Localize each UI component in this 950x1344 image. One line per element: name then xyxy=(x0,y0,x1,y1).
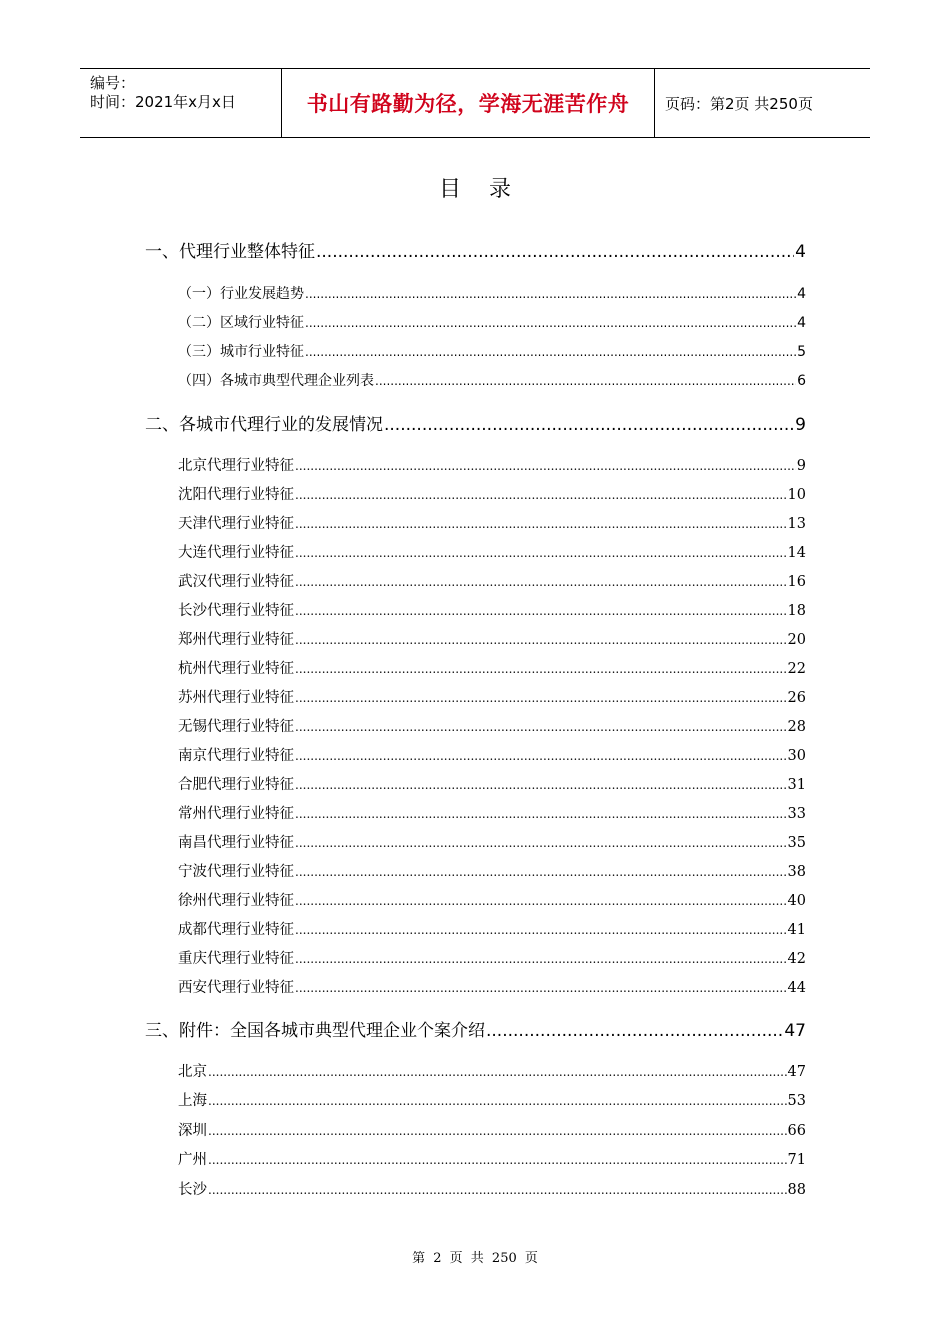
toc-leader xyxy=(384,415,794,435)
toc-label: 大连代理行业特征 xyxy=(178,545,294,561)
toc-page: 33 xyxy=(787,806,806,822)
toc-label: 宁波代理行业特征 xyxy=(178,864,294,880)
toc-entry[interactable] xyxy=(178,744,806,765)
toc-entry[interactable] xyxy=(178,918,806,939)
toc-page: 6 xyxy=(797,373,806,389)
toc-label: 北京 xyxy=(178,1064,207,1080)
toc-label: 杭州代理行业特征 xyxy=(178,661,294,677)
page-info: 页码：第2页 共250页 xyxy=(665,94,813,113)
toc-entry[interactable] xyxy=(178,483,806,504)
toc-entry[interactable] xyxy=(178,1060,806,1081)
toc-page: 47 xyxy=(787,1064,806,1080)
toc-label: 西安代理行业特征 xyxy=(178,980,294,996)
toc-leader xyxy=(295,458,796,474)
toc-entry[interactable] xyxy=(178,570,806,591)
toc-entry[interactable] xyxy=(178,773,806,794)
document-date: 时间：2021年x月x日 xyxy=(90,93,236,111)
toc-leader xyxy=(295,835,787,851)
toc-label: 上海 xyxy=(178,1093,207,1109)
toc-page: 18 xyxy=(787,603,806,619)
toc-page: 41 xyxy=(787,922,806,938)
toc-page: 35 xyxy=(787,835,806,851)
toc-leader xyxy=(486,1021,783,1041)
toc-leader xyxy=(375,373,796,389)
toc-page: 30 xyxy=(787,748,806,764)
toc-page: 4 xyxy=(797,286,806,302)
header-table xyxy=(80,68,870,138)
toc-leader xyxy=(305,286,796,302)
toc-leader xyxy=(295,777,787,793)
toc-leader xyxy=(208,1152,787,1168)
toc-label: 二、各城市代理行业的发展情况 xyxy=(145,415,383,435)
toc-label: 广州 xyxy=(178,1152,207,1168)
header-motto-cell xyxy=(282,69,655,137)
toc-page: 22 xyxy=(787,661,806,677)
toc-entry[interactable] xyxy=(178,802,806,823)
toc-page: 9 xyxy=(795,415,806,435)
toc-label: 北京代理行业特征 xyxy=(178,458,294,474)
toc-label: （三）城市行业特征 xyxy=(178,344,304,360)
toc-page: 47 xyxy=(784,1021,806,1041)
toc-page: 5 xyxy=(797,344,806,360)
toc-entry[interactable] xyxy=(178,283,806,303)
toc-label: 武汉代理行业特征 xyxy=(178,574,294,590)
toc-page: 38 xyxy=(787,864,806,880)
header-page-cell xyxy=(655,69,870,137)
document-number: 编号： xyxy=(90,74,136,92)
toc-label: 三、附件：全国各城市典型代理企业个案介绍 xyxy=(145,1021,485,1041)
toc-page: 16 xyxy=(787,574,806,590)
toc-entry[interactable] xyxy=(178,947,806,968)
toc-entry[interactable] xyxy=(178,628,806,649)
toc-entry[interactable] xyxy=(178,831,806,852)
toc-label: 南京代理行业特征 xyxy=(178,748,294,764)
toc-label: 合肥代理行业特征 xyxy=(178,777,294,793)
toc-entry[interactable] xyxy=(178,1178,806,1199)
toc-entry[interactable] xyxy=(178,686,806,707)
toc-page: 4 xyxy=(797,315,806,331)
toc-entry[interactable] xyxy=(178,860,806,881)
toc-label: 沈阳代理行业特征 xyxy=(178,487,294,503)
toc-leader xyxy=(316,242,794,262)
motto-text: 书山有路勤为径，学海无涯苦作舟 xyxy=(306,92,630,116)
toc-leader xyxy=(295,748,787,764)
toc-page: 53 xyxy=(787,1093,806,1109)
toc-entry[interactable] xyxy=(178,599,806,620)
toc-leader xyxy=(295,574,787,590)
toc-leader xyxy=(208,1182,787,1198)
toc-page: 88 xyxy=(787,1182,806,1198)
toc-label: 徐州代理行业特征 xyxy=(178,893,294,909)
toc-label: 南昌代理行业特征 xyxy=(178,835,294,851)
toc-page: 28 xyxy=(787,719,806,735)
toc-page: 20 xyxy=(787,632,806,648)
toc-label: 无锡代理行业特征 xyxy=(178,719,294,735)
toc-label: 成都代理行业特征 xyxy=(178,922,294,938)
toc-label: （四）各城市典型代理企业列表 xyxy=(178,373,374,389)
toc-leader xyxy=(295,951,787,967)
toc-label: 长沙代理行业特征 xyxy=(178,603,294,619)
toc-entry[interactable] xyxy=(178,541,806,562)
toc-page: 44 xyxy=(787,980,806,996)
toc-entry[interactable] xyxy=(145,237,806,262)
toc-page: 26 xyxy=(787,690,806,706)
toc-label: 重庆代理行业特征 xyxy=(178,951,294,967)
toc-leader xyxy=(295,545,787,561)
toc-label: 天津代理行业特征 xyxy=(178,516,294,532)
toc-leader xyxy=(208,1064,787,1080)
toc-entry[interactable] xyxy=(178,370,806,390)
toc-entry[interactable] xyxy=(178,715,806,736)
toc-leader xyxy=(295,516,787,532)
toc-leader xyxy=(295,719,787,735)
toc-leader xyxy=(208,1123,787,1139)
toc-entry[interactable] xyxy=(178,1119,806,1140)
toc-label: 一、代理行业整体特征 xyxy=(145,242,315,262)
toc-label: 苏州代理行业特征 xyxy=(178,690,294,706)
toc-entry[interactable] xyxy=(178,657,806,678)
toc-entry[interactable] xyxy=(178,341,806,361)
toc-page: 31 xyxy=(787,777,806,793)
toc-leader xyxy=(295,632,787,648)
toc-label: 长沙 xyxy=(178,1182,207,1198)
toc-leader xyxy=(295,893,787,909)
toc-leader xyxy=(295,690,787,706)
toc-page: 42 xyxy=(787,951,806,967)
toc-leader xyxy=(295,487,787,503)
toc-leader xyxy=(305,344,796,360)
toc-leader xyxy=(295,661,787,677)
toc-page: 13 xyxy=(787,516,806,532)
toc-page: 66 xyxy=(787,1123,806,1139)
toc-entry[interactable] xyxy=(145,1016,806,1041)
toc-page: 4 xyxy=(795,242,806,262)
toc-entry[interactable] xyxy=(178,1089,806,1110)
toc-page: 9 xyxy=(796,458,806,474)
toc-entry[interactable] xyxy=(178,512,806,533)
toc-label: 深圳 xyxy=(178,1123,207,1139)
toc-leader xyxy=(208,1093,787,1109)
toc-label: 郑州代理行业特征 xyxy=(178,632,294,648)
page-footer: 第 2 页 共 250 页 xyxy=(412,1251,538,1266)
header-meta-cell xyxy=(80,69,282,137)
toc-page: 71 xyxy=(787,1152,806,1168)
toc-leader xyxy=(305,315,796,331)
toc-entry[interactable] xyxy=(145,410,806,435)
toc-leader xyxy=(295,864,787,880)
toc-label: （二）区域行业特征 xyxy=(178,315,304,331)
toc-entry[interactable] xyxy=(178,889,806,910)
toc-leader xyxy=(295,980,787,996)
toc-entry[interactable] xyxy=(178,312,806,332)
page-title: 目录 xyxy=(438,177,539,202)
toc-page: 10 xyxy=(787,487,806,503)
toc-label: （一）行业发展趋势 xyxy=(178,286,304,302)
toc-entry[interactable] xyxy=(178,1148,806,1169)
toc-leader xyxy=(295,806,787,822)
toc-entry[interactable] xyxy=(178,976,806,997)
toc-leader xyxy=(295,603,787,619)
toc-entry[interactable] xyxy=(178,454,806,475)
toc-leader xyxy=(295,922,787,938)
toc-page: 14 xyxy=(787,545,806,561)
toc-page: 40 xyxy=(787,893,806,909)
toc-label: 常州代理行业特征 xyxy=(178,806,294,822)
